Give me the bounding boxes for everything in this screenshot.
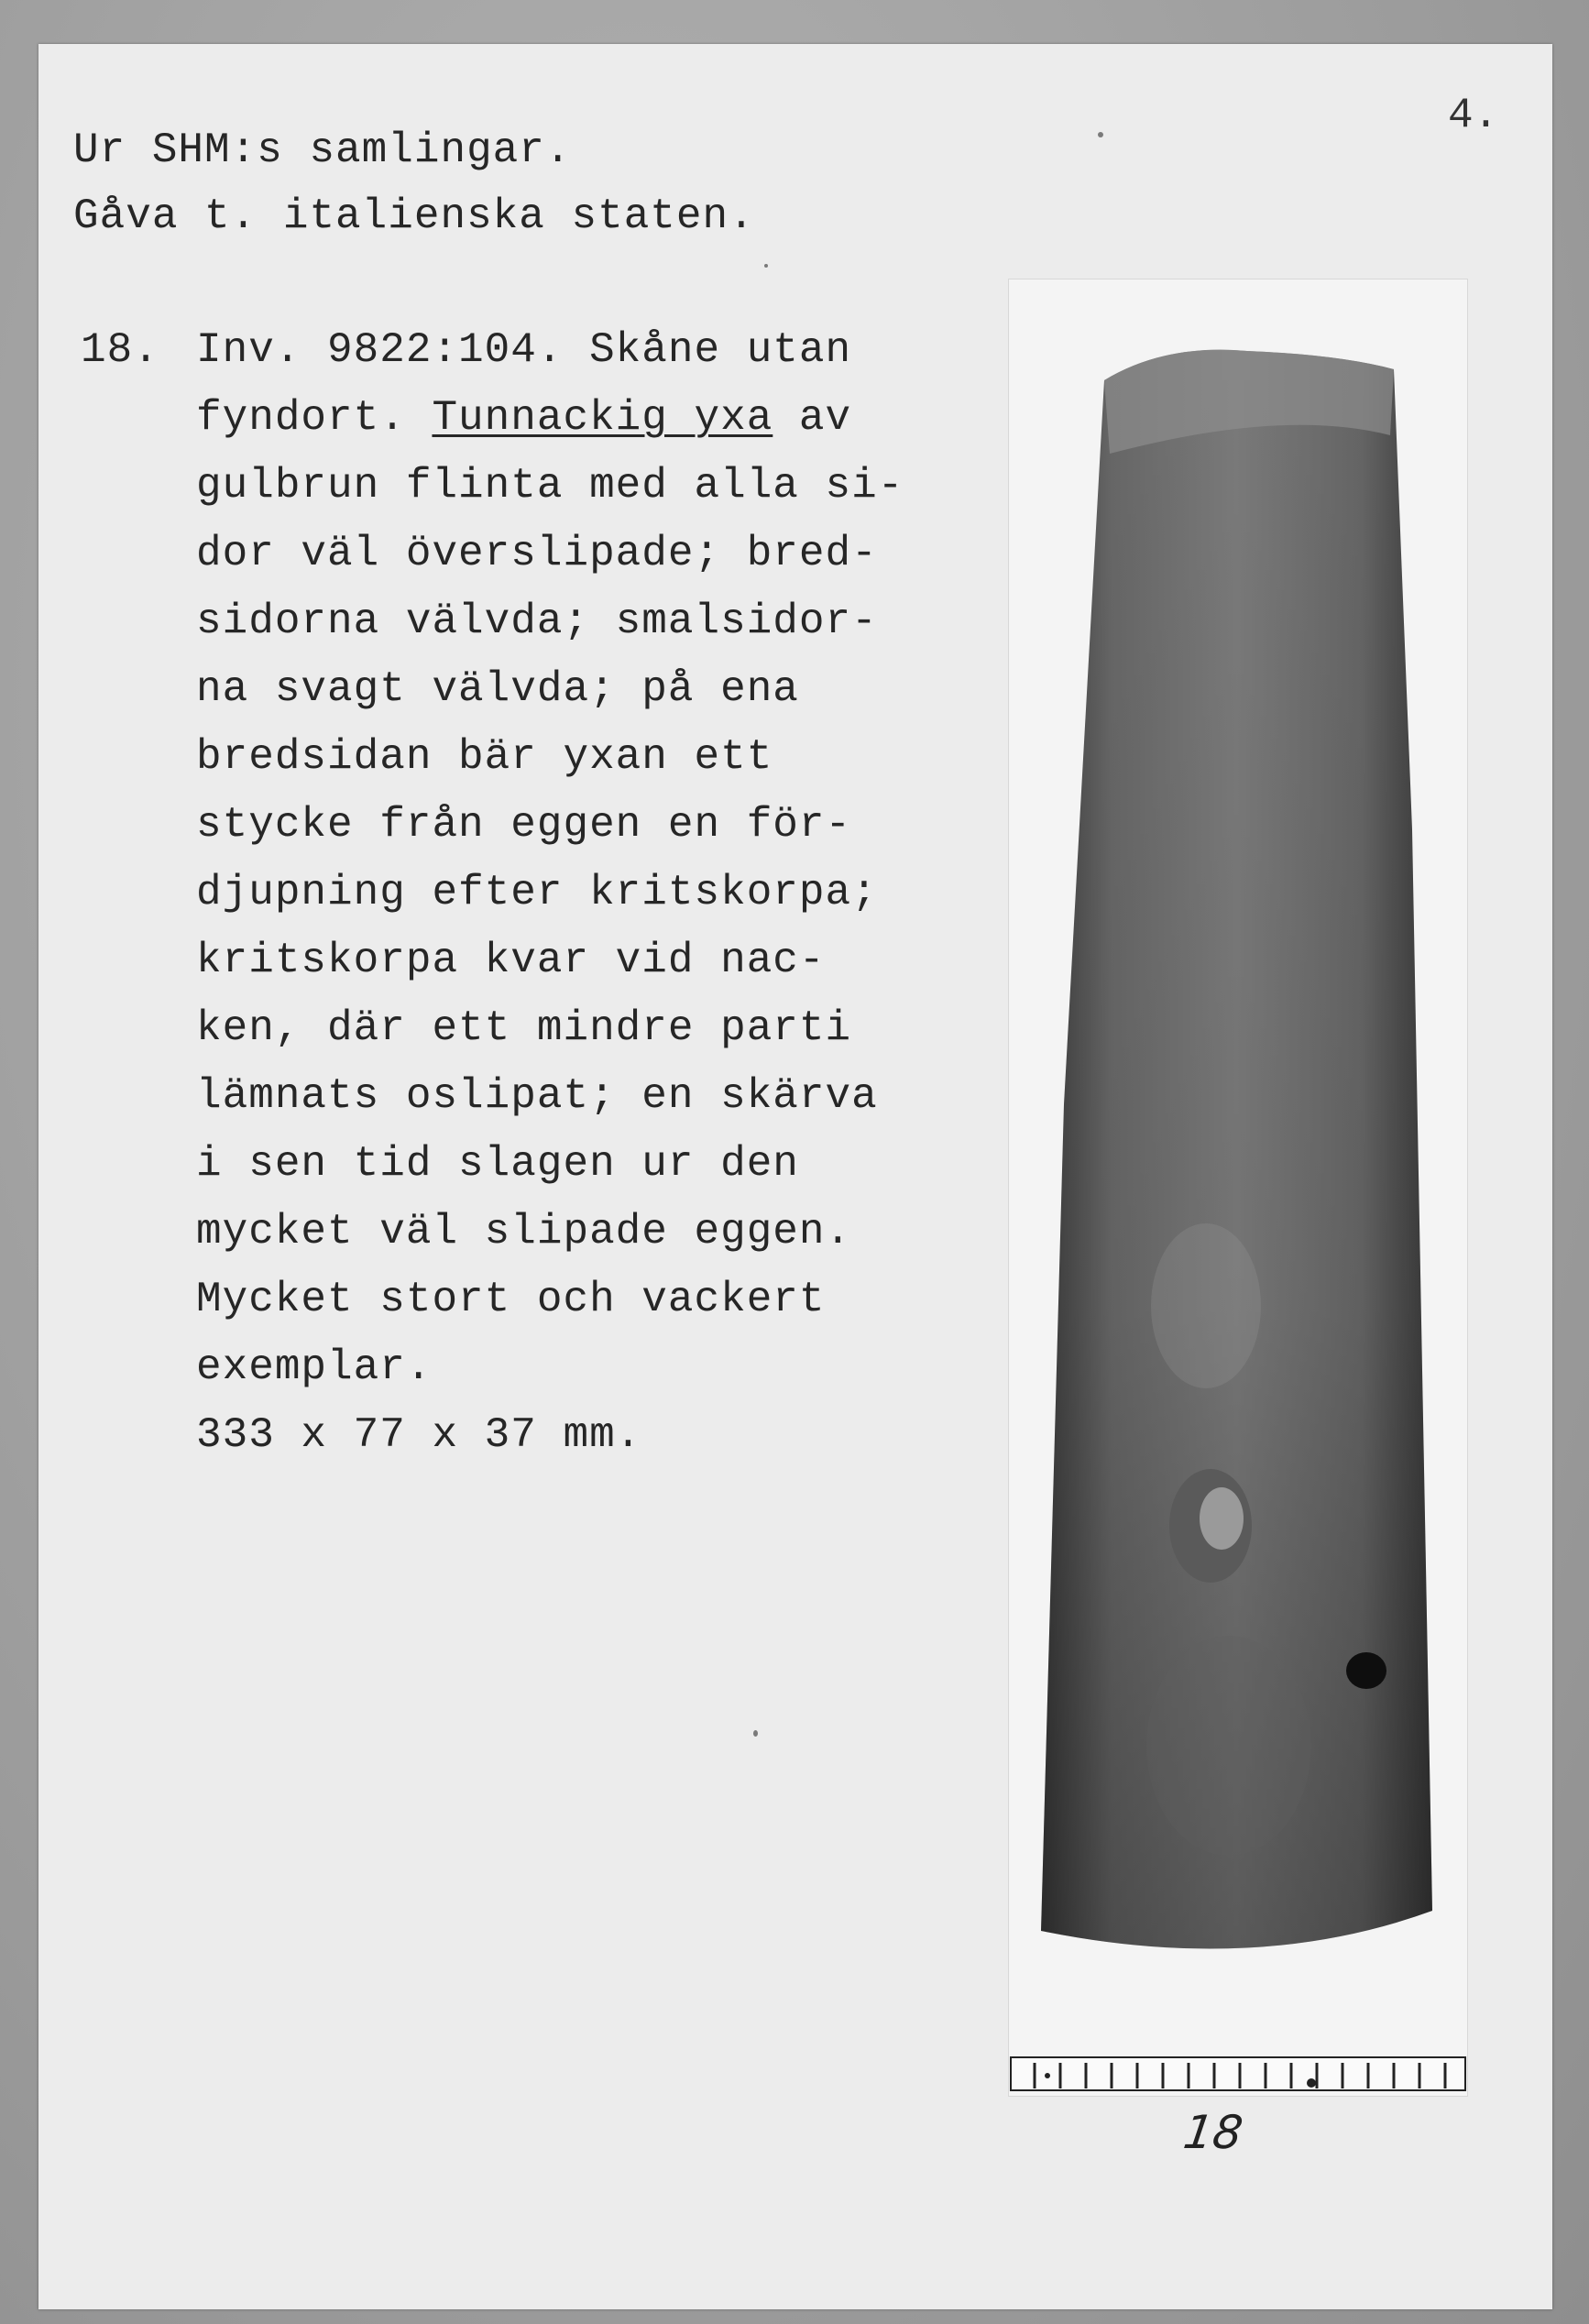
entry-line: stycke från eggen en för- xyxy=(196,801,852,849)
artifact-photo xyxy=(1008,279,1468,2097)
entry-line xyxy=(196,394,851,442)
dimensions: 333 x 77 x 37 mm. xyxy=(196,1411,642,1459)
flint-axe-photo-icon xyxy=(1009,280,1467,2096)
chip-highlight xyxy=(1200,1487,1244,1550)
entry-line: Mycket stort och vackert xyxy=(196,1276,826,1323)
entry-line: gulbrun flinta med alla si- xyxy=(196,462,904,510)
object-type-underlined: Tunnackig yxa xyxy=(432,394,773,442)
entry-text: av xyxy=(798,394,852,442)
catalog-card xyxy=(38,44,1552,2309)
dust-speck xyxy=(1098,132,1103,137)
surface-patch xyxy=(1146,1636,1311,1856)
entry-line: mycket väl slipade eggen. xyxy=(196,1208,852,1255)
entry-number: 18. xyxy=(81,326,159,374)
photo-caption-number: 18 xyxy=(1179,2106,1246,2159)
entry-line: i sen tid slagen ur den xyxy=(196,1140,799,1188)
header-collection: Ur SHM:s samlingar. xyxy=(73,126,572,174)
drill-hole xyxy=(1346,1652,1386,1689)
entry-line: bredsidan bär yxan ett xyxy=(196,733,773,781)
header-donation: Gåva t. italienska staten. xyxy=(73,192,755,240)
entry-line: na svagt välvda; på ena xyxy=(196,665,799,713)
entry-line: kritskorpa kvar vid nac- xyxy=(196,937,826,984)
entry-line: Inv. 9822:104. Skåne utan xyxy=(196,326,852,374)
entry-line: exemplar. xyxy=(196,1343,433,1391)
entry-line: sidorna välvda; smalsidor- xyxy=(196,597,878,645)
entry-text: fyndort. xyxy=(196,394,406,442)
page-number: 4. xyxy=(1448,92,1499,139)
ruler-scale xyxy=(1011,2057,1465,2090)
dust-speck xyxy=(753,1730,758,1737)
entry-line: lämnats oslipat; en skärva xyxy=(196,1072,878,1120)
dust-speck xyxy=(764,264,768,268)
entry-line: djupning efter kritskorpa; xyxy=(196,869,878,916)
surface-patch xyxy=(1151,1223,1261,1388)
entry-line: dor väl överslipade; bred- xyxy=(196,530,878,577)
entry-line: ken, där ett mindre parti xyxy=(196,1004,852,1052)
